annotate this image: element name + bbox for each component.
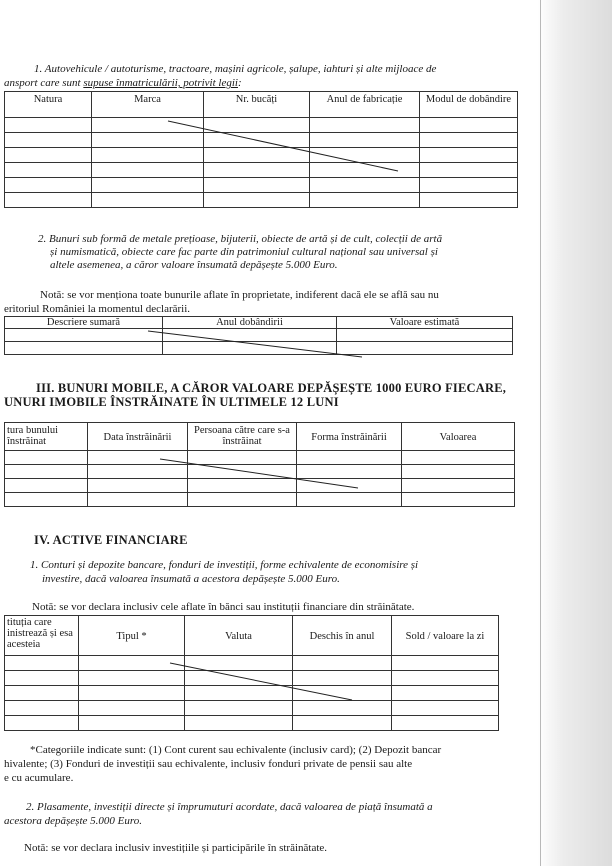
table-cell[interactable] (392, 656, 499, 671)
table-cell[interactable] (337, 342, 513, 355)
table-cell[interactable] (92, 148, 204, 163)
table-cell[interactable] (297, 493, 402, 507)
table-cell[interactable] (92, 193, 204, 208)
table-cell[interactable] (402, 465, 515, 479)
table-cell[interactable] (392, 716, 499, 731)
table-cell[interactable] (204, 193, 310, 208)
alienated-col-data: Data înstrăinării (88, 423, 188, 451)
table-cell[interactable] (185, 656, 293, 671)
table-cell[interactable] (5, 163, 92, 178)
table-cell[interactable] (310, 163, 420, 178)
precious-note-line2: eritoriul României la momentul declarării. (4, 303, 191, 315)
scanned-page-edge (538, 0, 612, 866)
table-cell[interactable] (293, 701, 392, 716)
table-cell[interactable] (420, 163, 518, 178)
footnote-line1: *Categoriile indicate sunt: (1) Cont curent sau echivalente (inclusiv card); (2) Depozit bancar (30, 744, 442, 756)
table-cell[interactable] (293, 686, 392, 701)
table-row (5, 193, 518, 208)
table-cell[interactable] (5, 178, 92, 193)
table-cell[interactable] (402, 451, 515, 465)
table-cell[interactable] (5, 656, 79, 671)
table-cell[interactable] (88, 493, 188, 507)
table-cell[interactable] (310, 133, 420, 148)
alienated-col-forma: Forma înstrăinării (297, 423, 402, 451)
table-cell[interactable] (5, 148, 92, 163)
accounts-col-valuta: Valuta (185, 616, 293, 656)
table-cell[interactable] (5, 133, 92, 148)
table-cell[interactable] (88, 479, 188, 493)
table-cell[interactable] (5, 329, 163, 342)
table-cell[interactable] (188, 465, 297, 479)
table-cell[interactable] (204, 133, 310, 148)
table-cell[interactable] (188, 493, 297, 507)
table-row (5, 686, 499, 701)
table-cell[interactable] (204, 163, 310, 178)
table-cell[interactable] (92, 178, 204, 193)
vehicles-col-nr-bucati: Nr. bucăți (204, 92, 310, 118)
table-cell[interactable] (204, 148, 310, 163)
table-cell[interactable] (88, 451, 188, 465)
table-cell[interactable] (337, 329, 513, 342)
table-cell[interactable] (79, 701, 185, 716)
investments-title-line2: acestora depășește 5.000 Euro. (4, 815, 142, 827)
section-iii-heading-line2: UNURI IMOBILE ÎNSTRĂINATE ÎN ULTIMELE 12 LUNI (4, 395, 339, 409)
page-edge-line (540, 0, 541, 866)
table-row (5, 451, 515, 465)
table-cell[interactable] (310, 148, 420, 163)
table-cell[interactable] (185, 716, 293, 731)
table-row (5, 178, 518, 193)
vehicles-title-line2-suffix: : (237, 77, 242, 89)
table-cell[interactable] (163, 329, 337, 342)
table-row (5, 342, 513, 355)
precious-col-valoare-estimata: Valoare estimată (337, 317, 513, 329)
precious-col-anul-dobandirii: Anul dobândirii (163, 317, 337, 329)
vehicles-col-marca: Marca (92, 92, 204, 118)
table-row (5, 118, 518, 133)
table-row (5, 163, 518, 178)
accounts-col-institutia: tituția care inistrează și esa acesteia (5, 616, 79, 656)
table-row (5, 479, 515, 493)
table-cell[interactable] (5, 479, 88, 493)
table-cell[interactable] (420, 148, 518, 163)
table-cell[interactable] (420, 133, 518, 148)
table-cell[interactable] (310, 118, 420, 133)
table-cell[interactable] (5, 451, 88, 465)
table-row (5, 716, 499, 731)
table-cell[interactable] (392, 701, 499, 716)
table-row (5, 148, 518, 163)
table-cell[interactable] (5, 465, 88, 479)
table-cell[interactable] (5, 671, 79, 686)
table-cell[interactable] (5, 716, 79, 731)
accounts-note: Notă: se vor declara inclusiv cele aflate în bănci sau instituții financiare din străinătate. (32, 601, 415, 613)
table-cell[interactable] (92, 163, 204, 178)
precious-title-line2: și numismatică, obiecte care fac parte din patrimoniul cultural național sau universal și (50, 246, 438, 258)
precious-note-line1: Notă: se vor menționa toate bunurile aflate în proprietate, indiferent dacă ele se află sau nu (40, 289, 439, 301)
table-cell[interactable] (293, 656, 392, 671)
table-cell[interactable] (392, 686, 499, 701)
table-row (5, 656, 499, 671)
table-cell[interactable] (163, 342, 337, 355)
table-cell[interactable] (310, 178, 420, 193)
investments-note: Notă: se vor declara inclusiv investițiile și participările în străinătate. (24, 842, 328, 854)
table-cell[interactable] (79, 686, 185, 701)
section-iii-heading-line1: III. BUNURI MOBILE, A CĂROR VALOARE DEPĂȘEȘTE 1000 EURO FIECARE, (36, 381, 507, 395)
accounts-col-deschis: Deschis în anul (293, 616, 392, 656)
accounts-col-tipul: Tipul * (79, 616, 185, 656)
accounts-title-line2: investire, dacă valoarea însumată a acestora depășește 5.000 Euro. (42, 573, 340, 585)
alienated-col-valoarea: Valoarea (402, 423, 515, 451)
table-cell[interactable] (5, 686, 79, 701)
table-cell[interactable] (204, 118, 310, 133)
table-cell[interactable] (297, 465, 402, 479)
precious-col-descriere: Descriere sumară (5, 317, 163, 329)
vehicles-title-line2 (4, 77, 242, 89)
table-row (5, 133, 518, 148)
table-cell[interactable] (297, 479, 402, 493)
precious-title-line1: 2. Bunuri sub formă de metale prețioase, bijuterii, obiecte de artă și de cult, colecții de artă (38, 233, 443, 245)
vehicles-table (4, 91, 518, 208)
table-row (5, 493, 515, 507)
table-cell[interactable] (5, 118, 92, 133)
table-row (5, 465, 515, 479)
table-cell[interactable] (293, 716, 392, 731)
alienated-goods-table (4, 422, 515, 507)
table-cell[interactable] (310, 193, 420, 208)
table-cell[interactable] (420, 193, 518, 208)
vehicles-col-anul-fabricatie: Anul de fabricație (310, 92, 420, 118)
table-cell[interactable] (79, 671, 185, 686)
table-cell[interactable] (185, 686, 293, 701)
table-cell[interactable] (92, 133, 204, 148)
table-cell[interactable] (185, 701, 293, 716)
alienated-col-natura: tura bunului înstrăinat (5, 423, 88, 451)
section-iv-heading: IV. ACTIVE FINANCIARE (34, 533, 188, 547)
alienated-col-persoana: Persoana către care s-a înstrăinat (188, 423, 297, 451)
accounts-title-line1: 1. Conturi și depozite bancare, fonduri de investiții, forme echivalente de economisire și (30, 559, 419, 571)
vehicles-col-modul-dobandire: Modul de dobândire (420, 92, 518, 118)
table-cell[interactable] (297, 451, 402, 465)
vehicles-title-line2-prefix: ansport care sunt (4, 77, 84, 89)
table-cell[interactable] (188, 451, 297, 465)
table-cell[interactable] (420, 178, 518, 193)
footnote-line2: hivalente; (3) Fonduri de investiții sau echivalente, inclusiv fonduri private de pensii sau alte (4, 758, 413, 770)
table-cell[interactable] (188, 479, 297, 493)
table-cell[interactable] (79, 656, 185, 671)
table-cell[interactable] (88, 465, 188, 479)
table-cell[interactable] (402, 493, 515, 507)
accounts-table (4, 615, 499, 731)
vehicles-col-natura: Natura (5, 92, 92, 118)
table-cell[interactable] (185, 671, 293, 686)
table-cell[interactable] (392, 671, 499, 686)
vehicles-title-line2-underlined: supuse înmatriculării, potrivit legii (83, 77, 238, 89)
vehicles-title-line1: 1. Autovehicule / autoturisme, tractoare, mașini agricole, șalupe, iahturi și alte mijloace de (34, 63, 437, 75)
table-cell[interactable] (293, 671, 392, 686)
table-cell[interactable] (5, 342, 163, 355)
table-cell[interactable] (5, 493, 88, 507)
footnote-line3: e cu acumulare. (4, 772, 74, 784)
table-cell[interactable] (420, 118, 518, 133)
table-cell[interactable] (204, 178, 310, 193)
table-cell[interactable] (5, 701, 79, 716)
table-row (5, 329, 513, 342)
accounts-col-sold: Sold / valoare la zi (392, 616, 499, 656)
precious-title-line3: altele asemenea, a căror valoare însumată depășește 5.000 Euro. (50, 259, 338, 271)
table-row (5, 671, 499, 686)
investments-title-line1: 2. Plasamente, investiții directe și împrumuturi acordate, dacă valoarea de piață însumată a (26, 801, 433, 813)
table-row (5, 701, 499, 716)
table-cell[interactable] (402, 479, 515, 493)
table-cell[interactable] (79, 716, 185, 731)
table-cell[interactable] (92, 118, 204, 133)
table-cell[interactable] (5, 193, 92, 208)
precious-table (4, 316, 513, 355)
